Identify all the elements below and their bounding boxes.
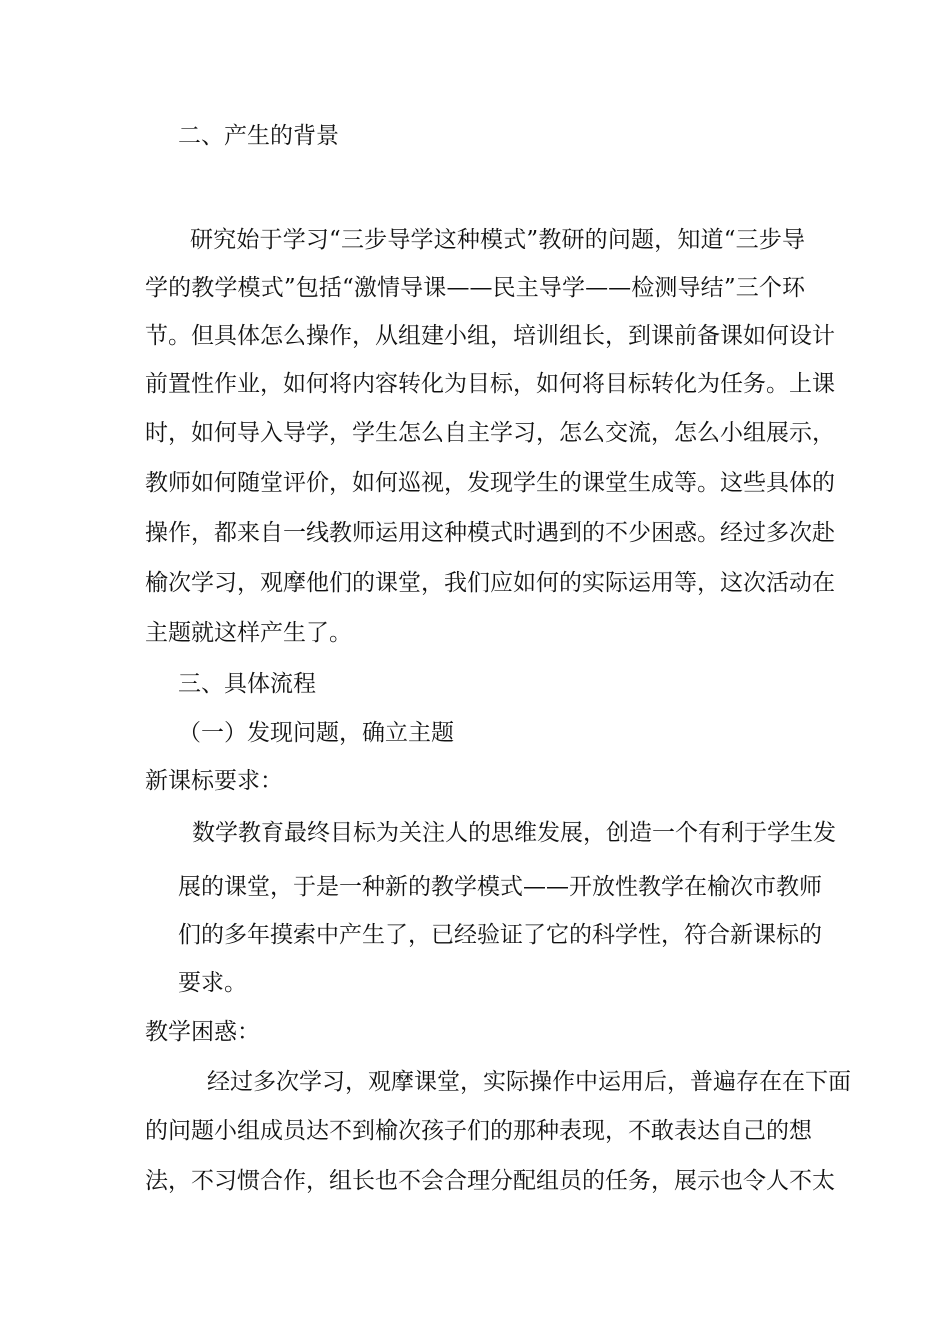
paragraph-line: 学的教学模式”包括“激情导课——民主导学——检测导结”三个环 <box>145 275 805 301</box>
paragraph-line: 研究始于学习“三步导学这种模式”教研的问题，知道“三步导 <box>190 227 805 253</box>
section-2-heading: 二、产生的背景 <box>178 123 339 149</box>
section-3-heading: 三、具体流程 <box>178 671 316 697</box>
paragraph-line: 节。但具体怎么操作，从组建小组，培训组长，到课前备课如何设计 <box>145 323 835 349</box>
paragraph-line: 榆次学习，观摩他们的课堂，我们应如何的实际运用等，这次活动在 <box>145 570 835 596</box>
paragraph-line: 前置性作业，如何将内容转化为目标，如何将目标转化为任务。上课 <box>145 371 835 397</box>
paragraph-line: 的问题小组成员达不到榆次孩子们的那种表现，不敢表达自己的想 <box>145 1118 812 1144</box>
paragraph-line: 法，不习惯合作，组长也不会合理分配组员的任务，展示也令人不太 <box>145 1168 835 1194</box>
curriculum-label: 新课标要求： <box>145 768 283 794</box>
paragraph-line: 数学教育最终目标为关注人的思维发展，创造一个有利于学生发 <box>192 820 836 846</box>
paragraph-line: 们的多年摸索中产生了，已经验证了它的科学性，符合新课标的 <box>178 922 822 948</box>
paragraph-line: 教师如何随堂评价，如何巡视，发现学生的课堂生成等。这些具体的 <box>145 470 835 496</box>
confusion-label: 教学困惑： <box>145 1019 260 1045</box>
paragraph-line: 操作，都来自一线教师运用这种模式时遇到的不少困惑。经过多次赴 <box>145 520 835 546</box>
paragraph-line: 经过多次学习，观摩课堂，实际操作中运用后，普遍存在在下面 <box>207 1069 851 1095</box>
paragraph-line: 要求。 <box>178 970 247 996</box>
paragraph-line: 展的课堂，于是一种新的教学模式——开放性教学在榆次市教师 <box>178 874 822 900</box>
paragraph-line: 主题就这样产生了。 <box>145 620 352 646</box>
paragraph-line: 时，如何导入导学，学生怎么自主学习，怎么交流，怎么小组展示， <box>145 420 835 446</box>
subsection-1-heading: （一）发现问题，确立主题 <box>178 720 454 746</box>
